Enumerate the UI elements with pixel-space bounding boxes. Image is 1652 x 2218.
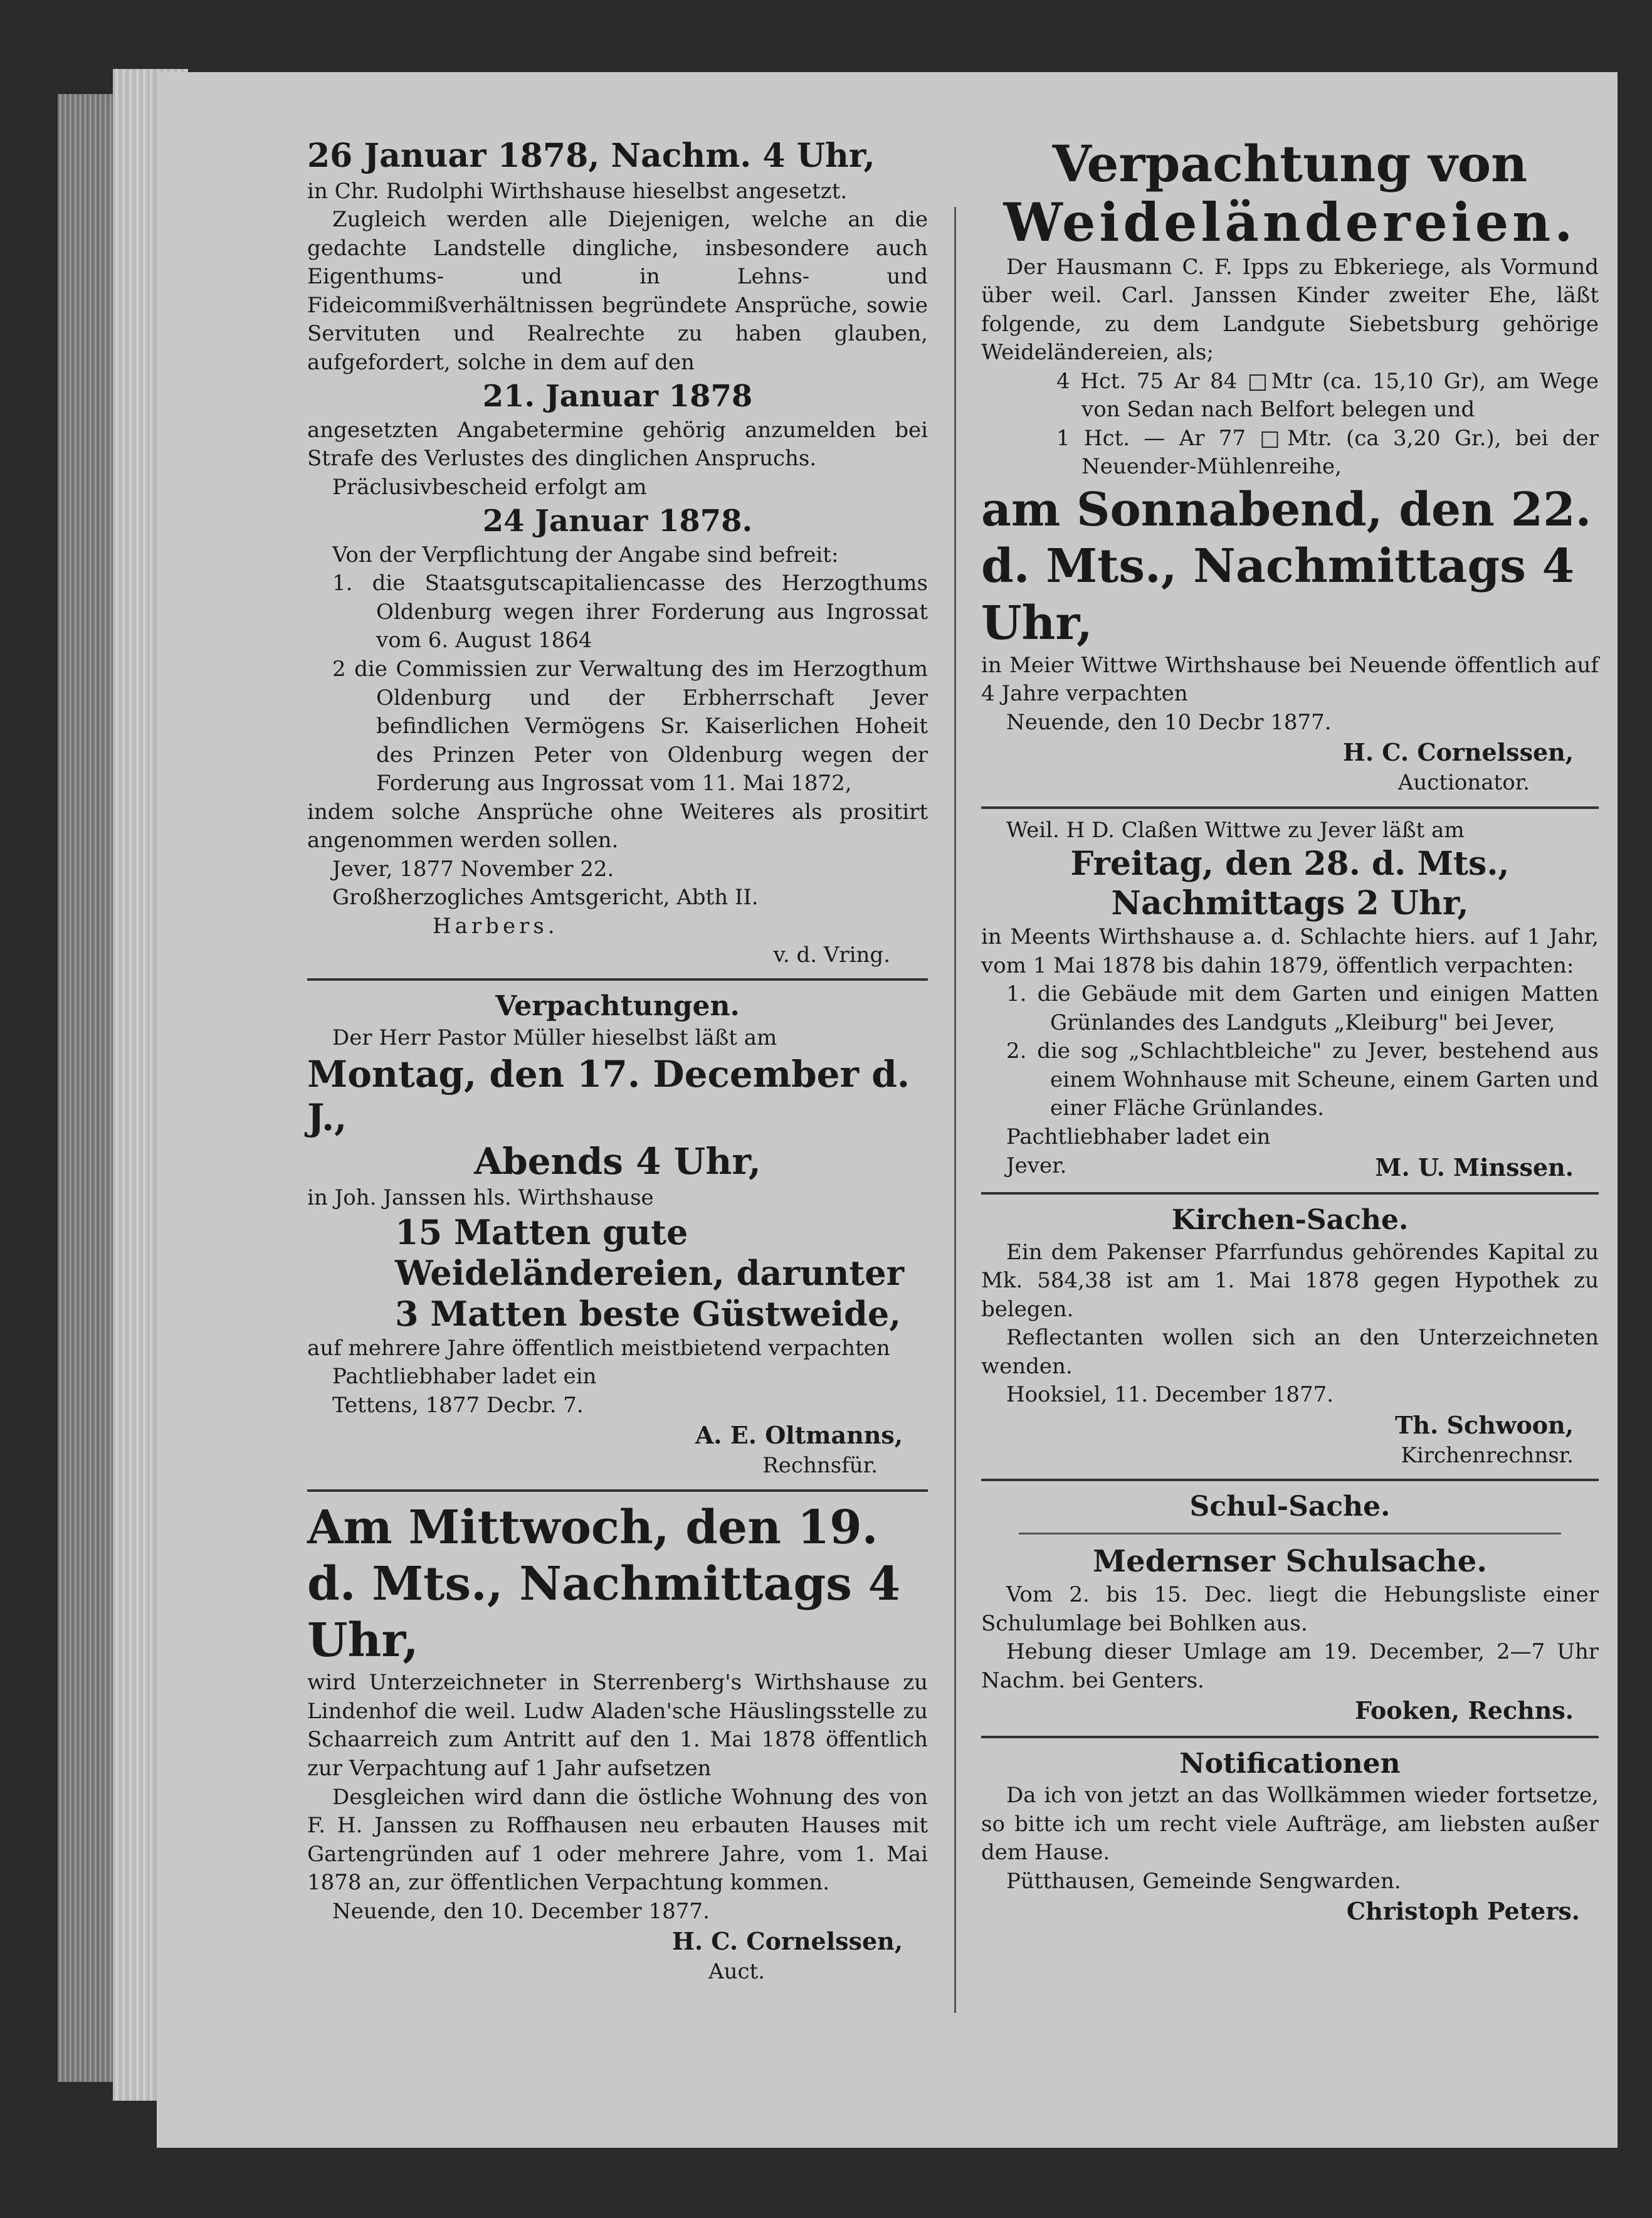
section-rule [307,978,928,981]
section-rule [981,1736,1599,1738]
notice-body: in Meier Wittwe Wirthshause bei Neuende öffentlich auf 4 Jahre verpachten [981,652,1599,707]
notice-body: auf mehrere Jahre öffentlich meistbietend verpachten [307,1335,890,1361]
list-item: 1. die Staatsgutscapitaliencasse des Herzogthums Oldenburg wegen ihrer Forderung aus Ingrossat vom 6. August 1864 [332,571,928,653]
notice-body: wird Unterzeichneter in Sterrenberg's Wirthshause zu Lindenhof die weil. Ludw Aladen'sche Häuslingsstelle zu Schaarreich zum Antritt auf den 1. Mai 1878 öffentlich zur Verpachtung auf 1 Jahr aufsetzen [307,1670,928,1782]
signature: Christoph Peters. [1346,1897,1580,1926]
signature-role: Kirchenrechnsr. [1401,1442,1574,1468]
signature: A. E. Oltmanns, [695,1421,903,1450]
notice-verpachtungen [307,988,928,1481]
book-edge [58,94,122,2082]
notice-body: Pachtliebhaber ladet ein [1006,1124,1271,1150]
signature-role: Rechnsfür. [762,1453,878,1479]
notice-body: Pachtliebhaber ladet ein [332,1364,597,1390]
place-date: Jever, 1877 November 22. [332,856,614,882]
section-heading: Verpachtungen. [495,990,740,1023]
section-rule [981,1479,1599,1481]
clerk-name: v. d. Vring. [773,942,890,968]
judge-name: Harbers. [433,913,559,939]
notice-body: angesetzten Angabetermine gehörig anzumelden bei Strafe des Verlustes des dinglichen Anspruchs. [307,417,928,472]
place: Pütthausen, Gemeinde Sengwarden. [1006,1868,1401,1894]
notice-title: Verpachtung von [1052,134,1528,193]
notice-date-big: Am Mittwoch, den 19. d. Mts., Nachmittags 4 Uhr, [307,1500,901,1668]
place: Jever. [1006,1153,1067,1178]
column-divider [954,207,956,2013]
section-heading: Schul-Sache. [1189,1491,1391,1523]
section-rule [981,1192,1599,1195]
place-date: Tettens, 1877 Decbr. 7. [332,1392,584,1418]
list-item: 2 die Commissien zur Verwaltung des im Herzogthum Oldenburg und der Erbherrschaft Jever befindlichen Vermögens Sr. Kaiserlichen Hoheit des Prinzen Peter von Oldenburg wegen der Forderung aus Ingrossat vom 11. Mai 1872, [332,657,928,796]
notice-body: in Chr. Rudolphi Wirthshause hieselbst angesetzt. [307,178,848,204]
notice-body: indem solche Ansprüche ohne Weiteres als prositirt angenommen werden sollen. [307,799,928,853]
list-item: 1 Hct. — Ar 77 □Mtr. (ca 3,20 Gr.), bei der Neuender-Mühlenreihe, [1056,425,1599,480]
signature-role: Auct. [708,1959,765,1985]
heading-rule [1019,1533,1561,1534]
notice-date-big: Montag, den 17. December d. J., [307,1052,910,1139]
notice-body: in Meents Wirthshause a. d. Schlachte hiers. auf 1 Jahr, vom 1 Mai 1878 bis dahin 1879, öffentlich verpachten: [981,924,1599,978]
notice-mittwoch [307,1499,928,1987]
notice-body: Der Herr Pastor Müller hieselbst läßt am [332,1025,777,1051]
court-name: Großherzogliches Amtsgericht, Abth II. [332,885,759,911]
section-heading: Kirchen-Sache. [1171,1204,1409,1237]
signature: M. U. Minssen. [1375,1153,1574,1181]
section-heading: Notificationen [1179,1748,1401,1780]
signature: Th. Schwoon, [1395,1410,1574,1439]
notice-object: 15 Matten gute Weideländereien, darunter 3 Matten beste Güstweide, [395,1212,905,1334]
notice-body: Präclusivbescheid erfolgt am [332,474,647,500]
notice-date: 24 Januar 1878. [482,504,753,539]
left-column [307,135,928,1987]
notice-date-line: 26 Januar 1878, Nachm. 4 Uhr, [307,137,875,175]
notice-kirchen-sache [981,1202,1599,1470]
notice-body: Ein dem Pakenser Pfarrfundus gehörendes Kapital zu Mk. 584,38 ist am 1. Mai 1878 gegen Hypothek zu belegen. [981,1239,1599,1322]
notice-body: Hebung dieser Umlage am 19. December, 2—7 Uhr Nachm. bei Genters. [981,1639,1599,1693]
place-date: Neuende, den 10 Decbr 1877. [1006,709,1332,735]
section-subheading: Medernser Schulsache. [1093,1543,1487,1579]
notice-januar [307,135,928,969]
notice-body: Von der Verpflichtung der Angabe sind befreit: [332,542,839,568]
list-item: 1. die Gebäude mit dem Garten und einigen Matten Grünlandes des Landguts „Kleiburg" bei Jever, [1006,981,1599,1035]
place-date: Neuende, den 10. December 1877. [332,1898,710,1924]
notice-body: Da ich von jetzt an das Wollkämmen wieder fortsetze, so bitte ich um recht viele Aufträge, am liebsten außer dem Hause. [981,1783,1599,1866]
place-signature-row [981,1152,1599,1184]
signature: H. C. Cornelssen, [1342,738,1574,767]
notice-title: Weideländereien. [1003,191,1577,253]
notice-notificationen [981,1746,1599,1928]
notice-body: in Joh. Janssen hls. Wirthshause [307,1185,654,1210]
section-rule [307,1489,928,1492]
notice-time-big: Abends 4 Uhr, [474,1139,761,1183]
notice-date-big: am Sonnabend, den 22. d. Mts., Nachmittags 4 Uhr, [981,482,1592,650]
notice-body: Zugleich werden alle Diejenigen, welche an die gedachte Landstelle dingliche, insbesondere auch Eigenthums- und in Lehns- und Fideicommißverhältnissen begründete Ansprüche, sowie Servituten und Realrechte zu haben glauben, aufgefordert, solche in dem auf den [307,207,928,375]
signature-role: Auctionator. [1397,770,1530,796]
notice-body: Reflectanten wollen sich an den Unterzeichneten wenden. [981,1325,1599,1379]
signature: Fooken, Rechns. [1355,1696,1574,1725]
list-item: 2. die sog „Schlachtbleiche" zu Jever, bestehend aus einem Wohnhause mit Scheune, einem Garten und einer Fläche Grünlandes. [1006,1038,1599,1121]
notice-body: Vom 2. bis 15. Dec. liegt die Hebungsliste einer Schulumlage bei Bohlken aus. [981,1582,1599,1636]
signature: H. C. Cornelssen, [671,1927,903,1956]
notice-body: Desgleichen wird dann die östliche Wohnung des von F. H. Janssen zu Roffhausen neu erbauten Hauses mit Gartengründen auf 1 oder mehrere Jahre, vom 1. Mai 1878 an, zur öffentlichen Verpachtung kommen. [307,1784,928,1896]
place-date: Hooksiel, 11. December 1877. [1006,1382,1334,1408]
right-column [981,135,1599,1928]
notice-time: Nachmittags 2 Uhr, [1111,884,1469,922]
notice-body: Der Hausmann C. F. Ipps zu Ebkeriege, als Vormund über weil. Carl. Janssen Kinder zweiter Ehe, läßt folgende, zu dem Landgute Siebetsburg gehörige Weideländereien, als; [981,254,1599,366]
notice-freitag [981,816,1599,1184]
notice-date: Freitag, den 28. d. Mts., [1070,845,1510,884]
notice-weidelaendereien [981,135,1599,798]
list-item: 4 Hct. 75 Ar 84 □Mtr (ca. 15,10 Gr), am Wege von Sedan nach Belfort belegen und [1056,368,1599,423]
notice-date: 21. Januar 1878 [482,379,753,415]
notice-body: Weil. H D. Claßen Wittwe zu Jever läßt am [1006,817,1465,843]
section-rule [981,806,1599,809]
notice-schul-sache [981,1489,1599,1727]
